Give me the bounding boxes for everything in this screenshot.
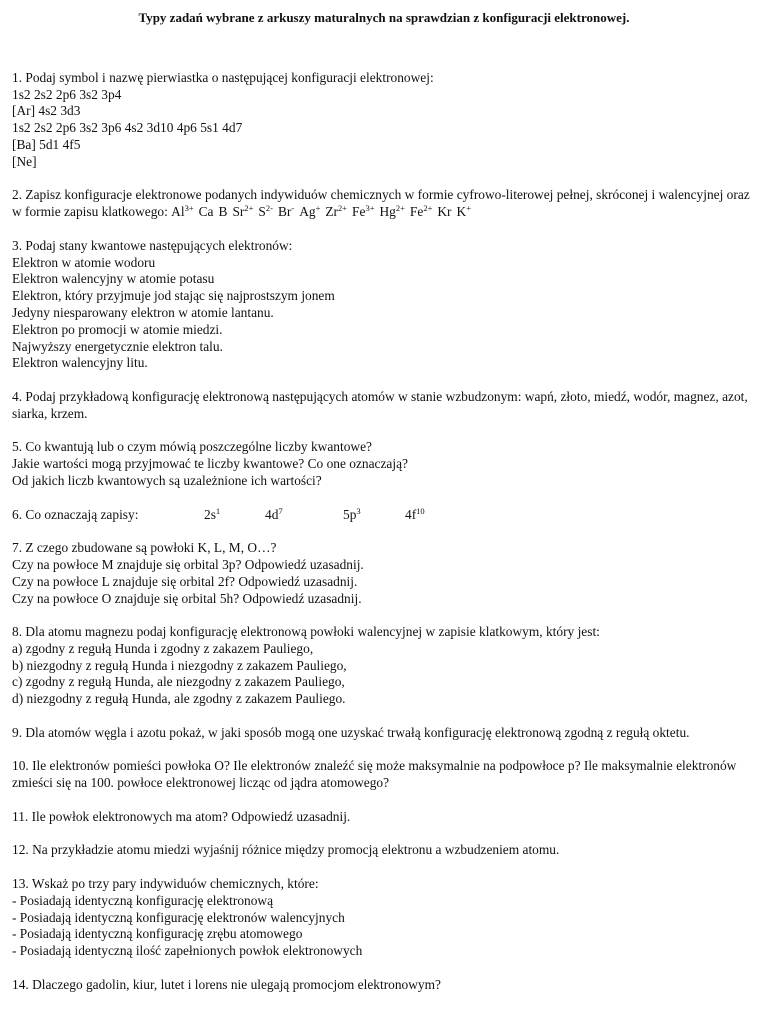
question-1-prompt: 1. Podaj symbol i nazwę pierwiastka o następującej konfiguracji elektronowej:	[12, 69, 434, 85]
question-14	[12, 977, 756, 994]
question-7	[12, 540, 756, 607]
list-item: Elektron walencyjny w atomie potasu	[12, 271, 215, 287]
species-item: $Fe^{2+}$	[409, 203, 433, 220]
question-10-text: 10. Ile elektronów pomieści powłoka O? Ile elektronów znaleźć się może maksymalnie na podpowłoce p? Ile maksymalnie elektronów zmieści się na 100. powłoce elektronowej licząc od jądra atomowego?	[12, 758, 737, 791]
notation-item: $2s^1$	[204, 505, 221, 522]
species-item: $Sr^{2+}$	[232, 203, 254, 220]
species-item: Kr	[437, 204, 452, 220]
list-item: Elektron, który przyjmuje jod stając się najprostszym jonem	[12, 288, 335, 304]
question-9	[12, 725, 756, 742]
question-13-prompt: 13. Wskaż po trzy pary indywiduów chemicznych, które:	[12, 876, 319, 892]
option-item: c) zgodny z regułą Hunda, ale niezgodny z zakazem Pauliego,	[12, 674, 345, 690]
list-item: Elektron w atomie wodoru	[12, 254, 156, 270]
species-list	[171, 204, 476, 219]
question-14-text: 14. Dlaczego gadolin, kiur, lutet i lorens nie ulegają promocjom elektronowym?	[12, 976, 441, 992]
list-item: - Posiadają identyczną konfigurację elektronową	[12, 892, 274, 908]
question-7-line: 7. Z czego zbudowane są powłoki K, L, M, O…?	[12, 540, 277, 556]
question-10	[12, 758, 756, 792]
species-item: $Hg^{2+}$	[379, 203, 405, 220]
species-item: Ag+	[299, 203, 321, 220]
question-7-line: Czy na powłoce L znajduje się orbital 2f? Odpowiedź uzasadnij.	[12, 573, 358, 589]
question-11	[12, 809, 756, 826]
question-5-line: 5. Co kwantują lub o czym mówią poszczególne liczby kwantowe?	[12, 439, 372, 455]
question-8	[12, 624, 756, 708]
question-2-prompt: 2. Zapisz konfiguracje elektronowe podanych indywiduów chemicznych w formie cyfrowo-literowej pełnej, skróconej i walencyjnej oraz w formie zapisu klatkowego:	[12, 187, 750, 220]
list-item: Jedyny niesparowany elektron w atomie lantanu.	[12, 304, 274, 320]
question-5-line: Jakie wartości mogą przyjmować te liczby kwantowe? Co one oznaczają?	[12, 456, 408, 472]
notation-item: $4f^{10}$	[405, 505, 425, 522]
question-11-text: 11. Ile powłok elektronowych ma atom? Odpowiedź uzasadnij.	[12, 808, 351, 824]
species-item: Ca	[198, 204, 214, 220]
question-7-line: Czy na powłoce M znajduje się orbital 3p? Odpowiedź uzasadnij.	[12, 556, 364, 572]
species-item: Br-	[277, 203, 295, 220]
species-item: B	[218, 204, 228, 220]
config-line: [Ar] 4s2 3d3	[12, 103, 81, 119]
list-item: - Posiadają identyczną ilość zapełnionych powłok elektronowych	[12, 943, 363, 959]
question-6	[12, 507, 756, 524]
question-3	[12, 238, 756, 372]
notation-item: $4d^7$	[265, 505, 283, 522]
config-line: [Ba] 5d1 4f5	[12, 136, 81, 152]
list-item: - Posiadają identyczną konfigurację zrębu atomowego	[12, 926, 303, 942]
question-4-text: 4. Podaj przykładową konfigurację elektronową następujących atomów w stanie wzbudzonym: wapń, złoto, miedź, wodór, magnez, azot, siarka, krzem.	[12, 388, 748, 421]
config-line: 1s2 2s2 2p6 3s2 3p6 4s2 3d10 4p6 5s1 4d7	[12, 120, 243, 136]
config-line: [Ne]	[12, 153, 37, 169]
species-item: $Al^{3+}$	[171, 203, 194, 220]
option-item: a) zgodny z regułą Hunda i zgodny z zakazem Pauliego,	[12, 640, 314, 656]
question-5	[12, 439, 756, 489]
question-3-prompt: 3. Podaj stany kwantowe następujących elektronów:	[12, 237, 293, 253]
question-2	[12, 187, 756, 221]
notation-item: $5p^3$	[343, 505, 361, 522]
option-item: b) niezgodny z regułą Hunda i niezgodny z zakazem Pauliego,	[12, 657, 347, 673]
question-5-line: Od jakich liczb kwantowych są uzależnione ich wartości?	[12, 472, 322, 488]
config-line: 1s2 2s2 2p6 3s2 3p4	[12, 86, 122, 102]
question-6-prompt: 6. Co oznaczają zapisy:	[12, 506, 139, 522]
question-8-prompt: 8. Dla atomu magnezu podaj konfigurację elektronową powłoki walencyjnej w zapisie klatkowym, który jest:	[12, 624, 600, 640]
question-12	[12, 842, 756, 859]
list-item: Elektron walencyjny litu.	[12, 355, 148, 371]
list-item: - Posiadają identyczną konfigurację elektronów walencyjnych	[12, 909, 345, 925]
species-item: $Zr^{2+}$	[325, 203, 348, 220]
question-13	[12, 876, 756, 960]
list-item: Najwyższy energetycznie elektron talu.	[12, 338, 223, 354]
question-12-text: 12. Na przykładzie atomu miedzi wyjaśnij różnice między promocją elektronu a wzbudzeniem atomu.	[12, 842, 560, 858]
species-item: $Fe^{3+}$	[352, 203, 375, 220]
question-4	[12, 389, 756, 423]
option-item: d) niezgodny z regułą Hunda, ale zgodny z zakazem Pauliego.	[12, 691, 346, 707]
question-9-text: 9. Dla atomów węgla i azotu pokaż, w jaki sposób mogą one uzyskać trwałą konfigurację elektronową zgodną z regułą oktetu.	[12, 724, 690, 740]
question-1	[12, 70, 756, 171]
species-item: $S^{2-}$	[258, 203, 273, 220]
question-7-line: Czy na powłoce O znajduje się orbital 5h? Odpowiedź uzasadnij.	[12, 590, 362, 606]
document-title: Typy zadań wybrane z arkuszy maturalnych na sprawdzian z konfiguracji elektronowej.	[138, 10, 630, 25]
list-item: Elektron po promocji w atomie miedzi.	[12, 321, 223, 337]
species-item: K+	[456, 203, 471, 220]
